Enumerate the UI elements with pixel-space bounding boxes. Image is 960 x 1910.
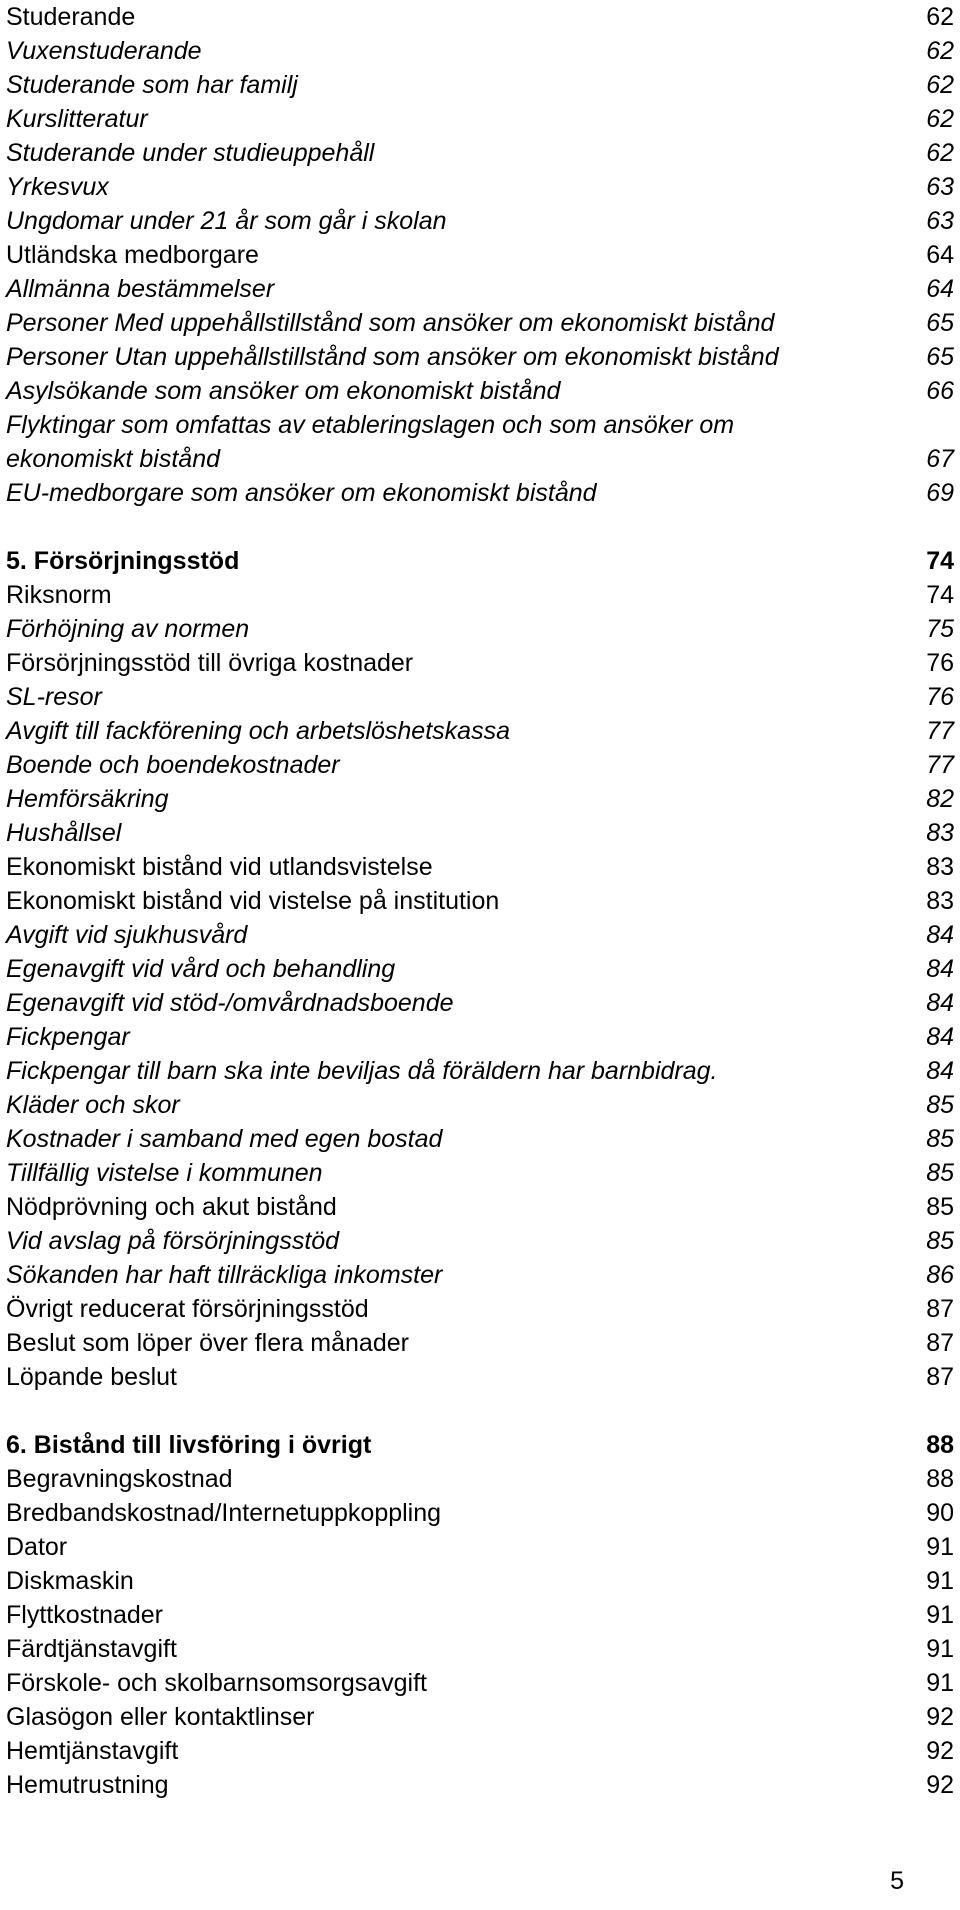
toc-entry-page: 69	[926, 479, 954, 507]
toc-entry-page: 84	[926, 989, 954, 1017]
toc-entry-page: 85	[926, 1227, 954, 1255]
toc-entry-label: Förskole- och skolbarnsomsorgsavgift	[6, 1669, 427, 1697]
toc-entry-label: Studerande som har familj	[6, 71, 298, 99]
toc-entry[interactable]	[6, 816, 956, 850]
toc-entry-label: Övrigt reducerat försörjningsstöd	[6, 1295, 369, 1323]
toc-entry[interactable]	[6, 1258, 956, 1292]
toc-entry[interactable]	[6, 1496, 956, 1530]
toc-section-heading[interactable]	[6, 1428, 956, 1462]
toc-entry[interactable]	[6, 748, 956, 782]
toc-entry-label: SL-resor	[6, 683, 102, 711]
toc-entry[interactable]	[6, 646, 956, 680]
toc-entry-page: 83	[926, 887, 954, 915]
toc-entry-page: 65	[926, 309, 954, 337]
toc-entry[interactable]	[6, 782, 956, 816]
toc-entry[interactable]	[6, 170, 956, 204]
toc-entry-label: Egenavgift vid stöd-/omvårdnadsboende	[6, 989, 454, 1017]
toc-entry[interactable]	[6, 1088, 956, 1122]
toc-entry-page: 64	[926, 275, 954, 303]
toc-entry-label: Dator	[6, 1533, 68, 1561]
toc-entry-label: Löpande beslut	[6, 1363, 177, 1391]
toc-entry-page: 84	[926, 1057, 954, 1085]
toc-entry-page: 87	[926, 1295, 954, 1323]
toc-entry-label: Glasögon eller kontaktlinser	[6, 1703, 315, 1731]
toc-entry[interactable]	[6, 680, 956, 714]
toc-entry[interactable]	[6, 1632, 956, 1666]
toc-entry-page: 92	[926, 1737, 954, 1765]
toc-entry-page: 91	[926, 1533, 954, 1561]
toc-entry-page: 77	[926, 717, 954, 745]
toc-entry[interactable]	[6, 1326, 956, 1360]
section-gap	[6, 1394, 956, 1428]
toc-entry[interactable]	[6, 850, 956, 884]
toc-entry-page: 83	[926, 853, 954, 881]
toc-entry[interactable]	[6, 1768, 956, 1802]
toc-entry-label: Allmänna bestämmelser	[6, 275, 275, 303]
toc-entry-label: Försörjningsstöd till övriga kostnader	[6, 649, 414, 677]
toc-entry-page: 85	[926, 1159, 954, 1187]
toc-entry-label: Personer Med uppehållstillstånd som ansöker om ekonomiskt bistånd	[6, 309, 775, 337]
toc-entry-page: 67	[926, 445, 954, 473]
toc-entry-page: 62	[926, 139, 954, 167]
toc-entry-page: 85	[926, 1125, 954, 1153]
toc-entry-page: 62	[926, 71, 954, 99]
toc-entry-page: 77	[926, 751, 954, 779]
toc-entry-label: Kläder och skor	[6, 1091, 180, 1119]
toc-entry[interactable]	[6, 714, 956, 748]
toc-heading-page: 88	[926, 1431, 954, 1459]
toc-entry-label: EU-medborgare som ansöker om ekonomiskt bistånd	[6, 479, 597, 507]
toc-entry-label: Ekonomiskt bistånd vid vistelse på institution	[6, 887, 500, 915]
toc-entry-label: Egenavgift vid vård och behandling	[6, 955, 396, 983]
toc-entry-label: Hemförsäkring	[6, 785, 169, 813]
toc-heading-page: 74	[926, 547, 954, 575]
toc-entry-label: Bredbandskostnad/Internetuppkoppling	[6, 1499, 442, 1527]
toc-entry-label: Begravningskostnad	[6, 1465, 233, 1493]
toc-entry[interactable]	[6, 952, 956, 986]
toc-entry[interactable]	[6, 612, 956, 646]
toc-entry[interactable]	[6, 238, 956, 272]
toc-entry[interactable]	[6, 986, 956, 1020]
toc-entry-label: Ungdomar under 21 år som går i skolan	[6, 207, 447, 235]
toc-entry-label: Förhöjning av normen	[6, 615, 250, 643]
toc-entry[interactable]	[6, 204, 956, 238]
toc-entry-page: 82	[926, 785, 954, 813]
toc-entry[interactable]	[6, 408, 956, 476]
toc-entry-page: 84	[926, 1023, 954, 1051]
toc-entry-label: Hemutrustning	[6, 1771, 169, 1799]
toc-entry-label: Flyttkostnader	[6, 1601, 164, 1629]
toc-entry-page: 76	[926, 683, 954, 711]
toc-entry-page: 84	[926, 921, 954, 949]
toc-entry-label: Avgift till fackförening och arbetslöshetskassa	[6, 717, 510, 745]
toc-entry[interactable]	[6, 1224, 956, 1258]
toc-entry[interactable]	[6, 1020, 956, 1054]
toc-entry-label: Hushållsel	[6, 819, 122, 847]
toc-heading-label: 5. Försörjningsstöd	[6, 547, 240, 575]
toc-entry[interactable]	[6, 1734, 956, 1768]
toc-entry-label: Asylsökande som ansöker om ekonomiskt bistånd	[6, 377, 561, 405]
toc-entry[interactable]	[6, 1190, 956, 1224]
toc-entry[interactable]	[6, 374, 956, 408]
toc-entry-page: 91	[926, 1635, 954, 1663]
toc-entry-page: 83	[926, 819, 954, 847]
toc-entry-page: 62	[926, 3, 954, 31]
toc-entry[interactable]	[6, 68, 956, 102]
toc-entry-page: 91	[926, 1601, 954, 1629]
toc-entry-label: Vuxenstuderande	[6, 37, 202, 65]
toc-entry-page: 91	[926, 1567, 954, 1595]
toc-heading-label: 6. Bistånd till livsföring i övrigt	[6, 1431, 372, 1459]
toc-entry-page: 86	[926, 1261, 954, 1289]
toc-entry-label: Kurslitteratur	[6, 105, 148, 133]
toc-entry-label: Studerande	[6, 3, 136, 31]
toc-entry-page: 88	[926, 1465, 954, 1493]
toc-entry-label: Vid avslag på försörjningsstöd	[6, 1227, 340, 1255]
toc-entry-label: Boende och boendekostnader	[6, 751, 340, 779]
toc-entry[interactable]	[6, 0, 956, 34]
toc-entry-label: Yrkesvux	[6, 173, 109, 201]
toc-entry[interactable]	[6, 136, 956, 170]
toc-entry-label: Fickpengar till barn ska inte beviljas då föräldern har barnbidrag.	[6, 1057, 718, 1085]
toc-entry-page: 85	[926, 1193, 954, 1221]
toc-entry-page: 87	[926, 1329, 954, 1357]
toc-entry-page: 76	[926, 649, 954, 677]
toc-entry[interactable]	[6, 1156, 956, 1190]
toc-entry-page: 92	[926, 1771, 954, 1799]
toc-entry[interactable]	[6, 1530, 956, 1564]
toc-section-heading[interactable]	[6, 544, 956, 578]
toc-entry-page: 63	[926, 207, 954, 235]
toc-entry-page: 91	[926, 1669, 954, 1697]
toc-entry[interactable]	[6, 1054, 956, 1088]
toc-entry-label: Beslut som löper över flera månader	[6, 1329, 409, 1357]
toc-entry[interactable]	[6, 306, 956, 340]
toc-entry-label: Kostnader i samband med egen bostad	[6, 1125, 443, 1153]
toc-entry[interactable]	[6, 1564, 956, 1598]
toc-entry-label: Diskmaskin	[6, 1567, 134, 1595]
toc-entry-label: Fickpengar	[6, 1023, 130, 1051]
toc-entry-page: 62	[926, 105, 954, 133]
toc-entry[interactable]	[6, 1360, 956, 1394]
toc-entry-label: Nödprövning och akut bistånd	[6, 1193, 337, 1221]
toc-entry-page: 87	[926, 1363, 954, 1391]
toc-entry-page: 74	[926, 581, 954, 609]
toc-entry-label: Riksnorm	[6, 581, 112, 609]
toc-entry[interactable]	[6, 578, 956, 612]
toc-entry-label: Utländska medborgare	[6, 241, 259, 269]
table-of-contents	[6, 0, 956, 1802]
toc-entry[interactable]	[6, 1462, 956, 1496]
toc-entry-label: Avgift vid sjukhusvård	[6, 921, 248, 949]
toc-entry-label: Personer Utan uppehållstillstånd som ansöker om ekonomiskt bistånd	[6, 343, 779, 371]
toc-entry-page: 62	[926, 37, 954, 65]
toc-entry[interactable]	[6, 272, 956, 306]
toc-entry[interactable]	[6, 102, 956, 136]
toc-entry-label: Flyktingar som omfattas av etableringslagen och som ansöker om ekonomiskt bistånd	[6, 411, 735, 473]
toc-entry-page: 90	[926, 1499, 954, 1527]
toc-entry[interactable]	[6, 1292, 956, 1326]
toc-entry-label: Tillfällig vistelse i kommunen	[6, 1159, 323, 1187]
toc-entry-label: Studerande under studieuppehåll	[6, 139, 375, 167]
toc-entry-label: Ekonomiskt bistånd vid utlandsvistelse	[6, 853, 433, 881]
toc-entry[interactable]	[6, 340, 956, 374]
toc-entry[interactable]	[6, 1598, 956, 1632]
section-gap	[6, 510, 956, 544]
toc-entry[interactable]	[6, 34, 956, 68]
toc-entry[interactable]	[6, 918, 956, 952]
toc-entry[interactable]	[6, 884, 956, 918]
toc-entry-label: Färdtjänstavgift	[6, 1635, 177, 1663]
toc-entry[interactable]	[6, 476, 956, 510]
toc-entry-page: 66	[926, 377, 954, 405]
toc-entry-page: 84	[926, 955, 954, 983]
toc-entry-page: 92	[926, 1703, 954, 1731]
toc-entry[interactable]	[6, 1666, 956, 1700]
toc-entry-page: 85	[926, 1091, 954, 1119]
toc-entry-page: 63	[926, 173, 954, 201]
toc-entry-label: Hemtjänstavgift	[6, 1737, 179, 1765]
toc-entry-page: 64	[926, 241, 954, 269]
toc-entry[interactable]	[6, 1122, 956, 1156]
toc-entry-page: 65	[926, 343, 954, 371]
toc-entry[interactable]	[6, 1700, 956, 1734]
page-number: 5	[890, 1867, 904, 1895]
toc-entry-label: Sökanden har haft tillräckliga inkomster	[6, 1261, 443, 1289]
toc-entry-page: 75	[926, 615, 954, 643]
